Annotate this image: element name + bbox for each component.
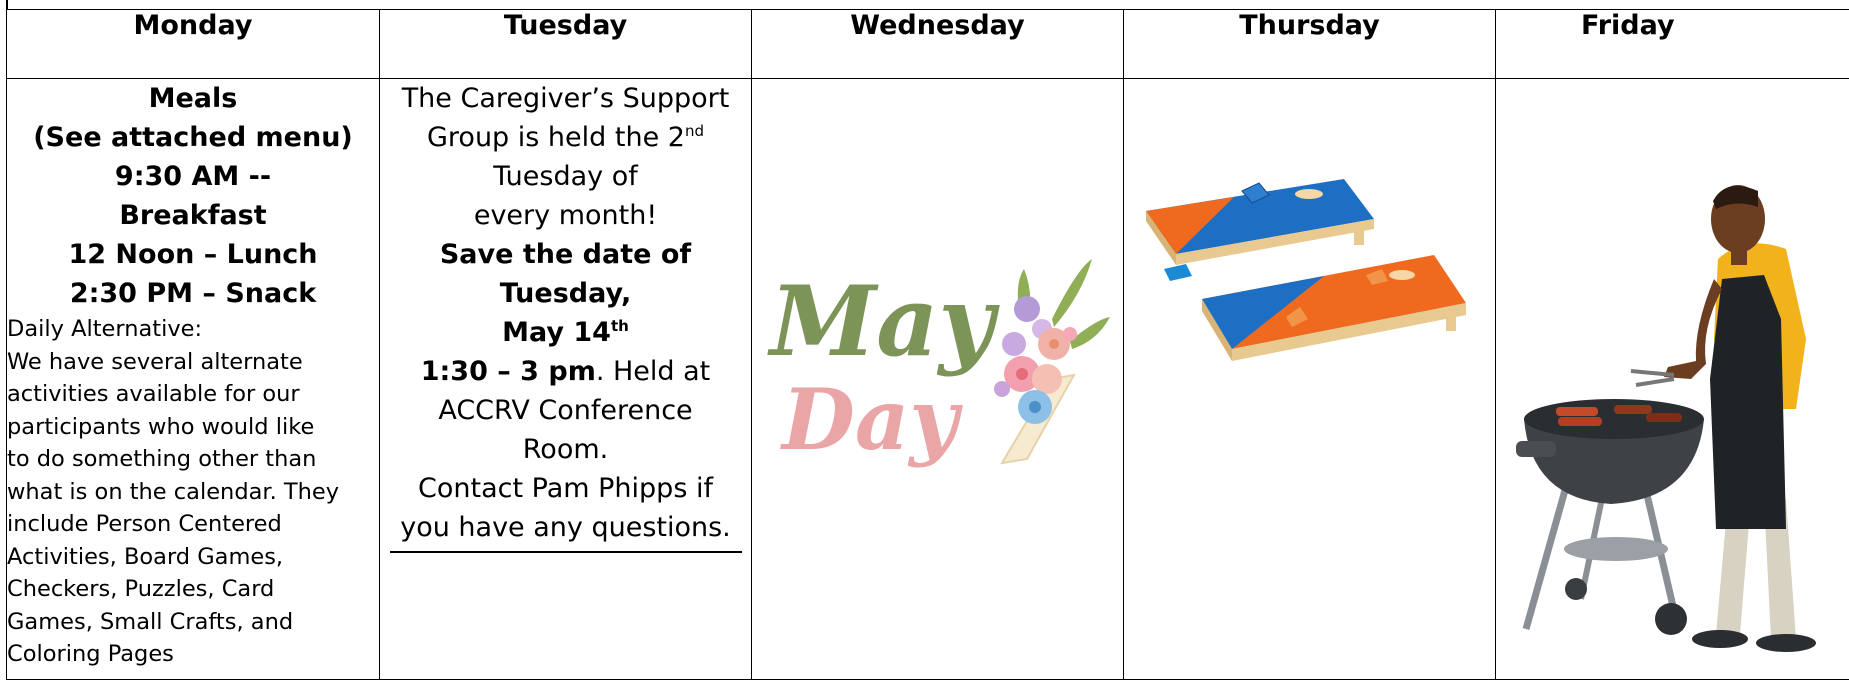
meals-title: Meals (7, 79, 379, 118)
ordinal-suffix: nd (685, 122, 704, 140)
contact-line: Contact Pam Phipps if (380, 469, 751, 508)
event-date: May 14 (502, 317, 611, 348)
tuesday-cell (380, 79, 752, 680)
day-content-row (7, 79, 1849, 680)
snack-time: 2:30 PM – Snack (7, 274, 379, 313)
underline-rule (390, 551, 742, 553)
grilling-man-illustration (1496, 79, 1849, 679)
event-time-line (380, 352, 751, 391)
support-group-line: The Caregiver’s Support (380, 79, 751, 118)
day-word: Day (780, 370, 963, 469)
support-group-line: every month! (380, 196, 751, 235)
weekly-calendar-table (6, 9, 1849, 680)
alt-line: We have several alternate (7, 346, 379, 379)
header-wednesday: Wednesday (752, 10, 1124, 79)
alt-line: include Person Centered (7, 508, 379, 541)
thursday-cell (1124, 79, 1496, 680)
lunch-time: 12 Noon – Lunch (7, 235, 379, 274)
breakfast-time: 9:30 AM -- (7, 157, 379, 196)
may-day-illustration (752, 79, 1124, 679)
header-friday: Friday (1496, 10, 1849, 79)
event-location: Room. (380, 430, 751, 469)
alt-line: Games, Small Crafts, and (7, 606, 379, 639)
may-word: May (767, 265, 1000, 378)
support-group-line (380, 118, 751, 157)
friday-cell (1496, 79, 1849, 680)
alt-line: Checkers, Puzzles, Card (7, 573, 379, 606)
event-location: ACCRV Conference (380, 391, 751, 430)
support-group-line: Tuesday of (380, 157, 751, 196)
header-thursday: Thursday (1124, 10, 1496, 79)
alt-line: what is on the calendar. They (7, 476, 379, 509)
alt-line: participants who would like (7, 411, 379, 444)
breakfast-label: Breakfast (7, 196, 379, 235)
support-group-text: Group is held the 2 (427, 122, 685, 153)
save-date-line (380, 313, 751, 352)
header-monday: Monday (7, 10, 380, 79)
alt-line: Coloring Pages (7, 638, 379, 671)
ordinal-suffix: th (611, 317, 629, 335)
save-date-text: Tuesday, (500, 278, 632, 309)
alt-line: Activities, Board Games, (7, 541, 379, 574)
alt-line: activities available for our (7, 378, 379, 411)
wednesday-cell (752, 79, 1124, 680)
alt-line: to do something other than (7, 443, 379, 476)
monday-cell (7, 79, 380, 680)
menu-note: (See attached menu) (7, 118, 379, 157)
event-location-intro: . Held at (596, 356, 710, 387)
save-date-line (380, 274, 751, 313)
save-date-text: Save the date of (440, 239, 691, 270)
header-tuesday: Tuesday (380, 10, 752, 79)
save-date-line (380, 235, 751, 274)
contact-line: you have any questions. (380, 508, 751, 547)
cornhole-boards-illustration (1124, 79, 1496, 679)
event-time: 1:30 – 3 pm (421, 356, 596, 387)
daily-alternative-title: Daily Alternative: (7, 313, 379, 346)
day-header-row (7, 10, 1849, 79)
